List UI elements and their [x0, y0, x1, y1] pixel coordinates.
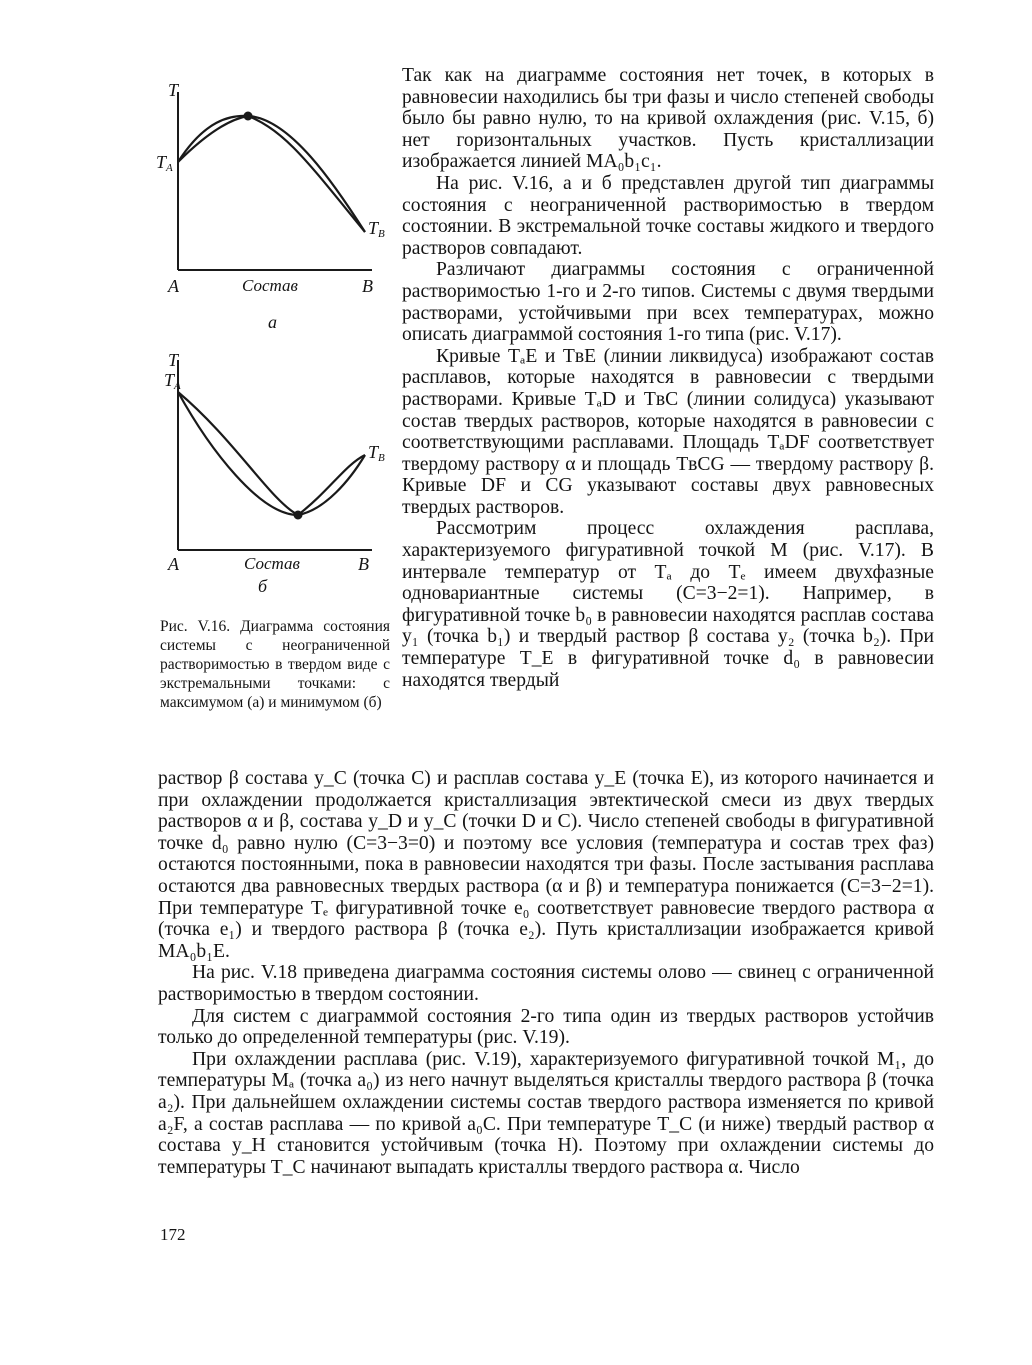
paragraph-8: Для систем с диаграммой состояния 2-го типа один из твердых растворов устойчив только до определенной температуры (рис. V.19).: [158, 1005, 934, 1049]
panel-a-y-axis-label: T: [168, 80, 179, 100]
paragraph-9: При охлаждении расплава (рис. V.19), характеризуемого фигуративной точкой M₁, до температуры Mₐ (точка a₀) из него начнут выделяться кристаллы твердого раствора β (точка a₂). При дальнейшем охлаждении системы состав твердого раствора изменяется по кривой a₂F, а состав расплава — по кривой a₀C. При температуре T_C (и ниже) твердый раствор α состава y_H становится устойчивым (точка H). Поэтому при охлаждении системы до температуры T_C начинают выпадать кристаллы твердого раствора α. Число: [158, 1048, 934, 1178]
paragraph-7: На рис. V.18 приведена диаграмма состояния системы олово — свинец с ограниченной растворимостью в твердом состоянии.: [158, 962, 934, 1005]
phase-diagrams: [150, 70, 395, 610]
paragraph-5: Рассмотрим процесс охлаждения расплава, характеризуемого фигуративной точкой M (рис. V.17). В интервале температур от Tₐ до Tₑ имеем двухфазные одновариантные системы (C=3−2=1). Например, в фигуративной точке b₀ в равновесии находятся расплав состава y₁ (точка b₁) и твердый раствор β состава y₂ (точка b₂). При температуре T_E в фигуративной точке d₀ в равновесии находятся твердый: [402, 518, 934, 691]
figure-caption: Рис. V.16. Диаграмма состояния системы с неограниченной растворимостью в твердом виде с экстремальными точками: с максимумом (а) и минимумом (б): [160, 618, 390, 711]
page-number: 172: [160, 1225, 186, 1244]
panel-a-x-left-label: A: [168, 276, 179, 296]
paragraph-4: Кривые TₐE и TʙE (линии ликвидуса) изображают состав расплавов, которые находятся в равновесии с твердыми растворами. Кривые TₐD и TʙC (линии солидуса) указывают состав твердых растворов, которые находятся в равновесии с соответствующими расплавами. Площадь TₐDF соответствует твердому раствору α и площадь TʙCG — твердому раствору β. Кривые DF и CG указывают составы двух равновесных твердых растворов.: [402, 345, 934, 518]
paragraph-2: На рис. V.16, а и б представлен другой тип диаграммы состояния с неограниченной растворимостью в твердом состоянии. В экстремальной точке составы жидкого и твердого растворов совпадают.: [402, 172, 934, 259]
panel-b-left-point-label: TA: [164, 370, 181, 392]
paragraph-3: Различают диаграммы состояния с ограниченной растворимостью 1-го и 2-го типов. Системы с двумя твердыми растворами, устойчивыми при всех температурах, можно описать диаграммой состояния 1-го типа (рис. V.17).: [402, 259, 934, 346]
panel-a-plot: [178, 92, 372, 270]
full-width-text: [158, 768, 934, 1178]
paragraph-6: раствор β состава y_C (точка C) и расплав состава y_E (точка E), из которого начинается и при охлаждении продолжается кристаллизация эвтектической смеси из двух твердых растворов α и β, состава y_D и y_C (точки D и C). Число степеней свободы в фигуративной точке d₀ равно нулю (C=3−3=0) и поэтому все условия (температура и состав трех фаз) остаются постоянными, пока в равновесии находятся три фазы. После застывания расплава остаются два равновесных твердых раствора (α и β) и температура понижается (C=3−2=1). При температуре Tₑ фигуративной точке e₀ соответствует равновесие твердого раствора α (точка e₁) и твердого раствора β (точка e₂). Путь кристаллизации изображается кривой MA₀b₁E.: [158, 768, 934, 962]
panel-a-right-point-label: TB: [368, 218, 385, 240]
panel-b-right-point-label: TB: [368, 442, 385, 464]
panel-b-x-axis-label: Состав: [244, 554, 300, 573]
panel-a-label: а: [268, 312, 277, 332]
panel-a-x-right-label: B: [362, 276, 373, 296]
panel-b-y-axis-label: T: [168, 350, 179, 370]
panel-b-x-right-label: B: [358, 554, 369, 574]
panel-b-plot: [178, 360, 372, 550]
panel-b-x-left-label: A: [168, 554, 179, 574]
panel-a-left-point-label: TA: [156, 152, 173, 174]
panel-b-label: б: [258, 576, 268, 596]
panel-a-x-axis-label: Состав: [242, 276, 298, 295]
paragraph-1: Так как на диаграмме состояния нет точек, в которых в равновесии находились бы три фазы и число степеней свободы было бы равно нулю, то на кривой охлаждения (рис. V.15, б) нет горизонтальных участков. Пусть кристаллизации изображается линией MA₀b₁c₁.: [402, 65, 934, 173]
right-column-text: [402, 65, 934, 691]
